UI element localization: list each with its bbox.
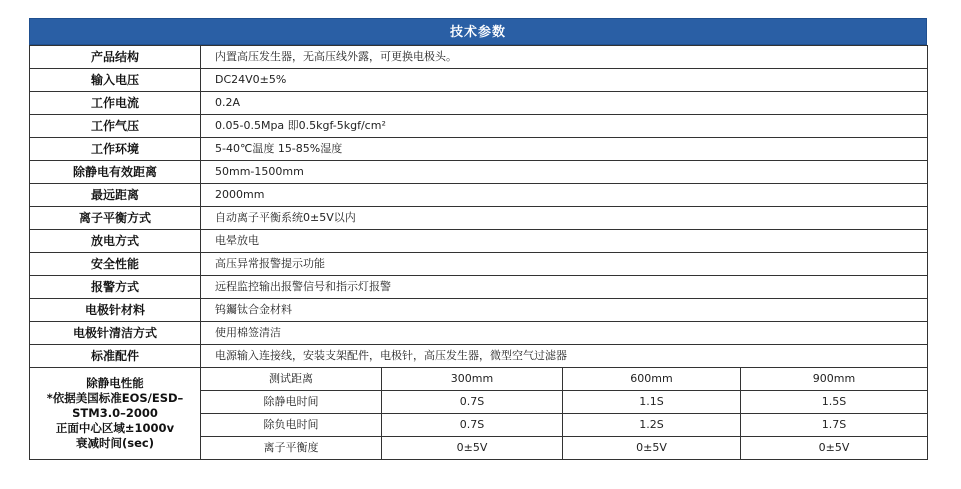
row-value: 0.2A <box>201 92 928 115</box>
spec-sheet <box>29 18 927 460</box>
table-row <box>30 92 928 115</box>
table-title: 技术参数 <box>29 18 927 45</box>
performance-section <box>30 368 928 460</box>
row-label: 最远距离 <box>30 184 201 207</box>
table-row <box>30 115 928 138</box>
table-cell: 1.7S <box>741 414 928 437</box>
row-value: 50mm-1500mm <box>201 161 928 184</box>
table-row <box>30 345 928 368</box>
row-label: 电极针材料 <box>30 299 201 322</box>
row-value: 自动离子平衡系统0±5V以内 <box>201 207 928 230</box>
performance-label-line: 除静电性能 <box>86 376 144 390</box>
table-row <box>30 253 928 276</box>
row-label: 安全性能 <box>30 253 201 276</box>
table-cell: 1.5S <box>741 391 928 414</box>
header-cell: 300mm <box>382 368 563 391</box>
performance-label <box>30 368 201 460</box>
table-cell: 除静电时间 <box>201 391 382 414</box>
row-label: 输入电压 <box>30 69 201 92</box>
table-row <box>30 69 928 92</box>
row-value: 钨钃钛合金材料 <box>201 299 928 322</box>
table-row <box>30 299 928 322</box>
row-value: 内置高压发生器，无高压线外露，可更换电极头。 <box>201 46 928 69</box>
row-value: 使用棉签清洁 <box>201 322 928 345</box>
row-label: 放电方式 <box>30 230 201 253</box>
table-cell: 离子平衡度 <box>201 437 382 460</box>
table-row <box>30 138 928 161</box>
table-cell: 除负电时间 <box>201 414 382 437</box>
table-cell: 0.7S <box>382 391 563 414</box>
table-row <box>30 368 928 391</box>
performance-label-line: 衰减时间(sec) <box>76 436 154 450</box>
row-value: 2000mm <box>201 184 928 207</box>
row-value: 0.05-0.5Mpa 即0.5kgf-5kgf/cm² <box>201 115 928 138</box>
header-cell: 测试距离 <box>201 368 382 391</box>
header-cell: 600mm <box>563 368 741 391</box>
row-label: 工作电流 <box>30 92 201 115</box>
row-label: 工作气压 <box>30 115 201 138</box>
table-row <box>30 46 928 69</box>
table-row <box>30 184 928 207</box>
table-cell: 0±5V <box>382 437 563 460</box>
performance-label-line: *依据美国标准EOS/ESD– <box>46 391 184 405</box>
performance-label-line: STM3.0–2000 <box>72 406 158 420</box>
spec-table <box>29 45 928 460</box>
row-label: 离子平衡方式 <box>30 207 201 230</box>
row-label: 除静电有效距离 <box>30 161 201 184</box>
row-value: DC24V0±5% <box>201 69 928 92</box>
row-value: 5-40℃温度 15-85%湿度 <box>201 138 928 161</box>
table-cell: 1.2S <box>563 414 741 437</box>
table-row <box>30 207 928 230</box>
row-label: 电极针清洁方式 <box>30 322 201 345</box>
table-cell: 0±5V <box>563 437 741 460</box>
performance-label-line: 正面中心区域±1000v <box>55 421 175 435</box>
table-cell: 1.1S <box>563 391 741 414</box>
table-row <box>30 230 928 253</box>
row-label: 报警方式 <box>30 276 201 299</box>
table-cell: 0±5V <box>741 437 928 460</box>
row-value: 高压异常报警提示功能 <box>201 253 928 276</box>
row-value: 远程监控输出报警信号和指示灯报警 <box>201 276 928 299</box>
table-row <box>30 276 928 299</box>
table-cell: 0.7S <box>382 414 563 437</box>
row-label: 标准配件 <box>30 345 201 368</box>
row-label: 工作环境 <box>30 138 201 161</box>
row-value: 电源输入连接线，安装支架配件，电极针，高压发生器，微型空气过滤器 <box>201 345 928 368</box>
table-row <box>30 161 928 184</box>
table-row <box>30 322 928 345</box>
row-label: 产品结构 <box>30 46 201 69</box>
row-value: 电晕放电 <box>201 230 928 253</box>
header-cell: 900mm <box>741 368 928 391</box>
